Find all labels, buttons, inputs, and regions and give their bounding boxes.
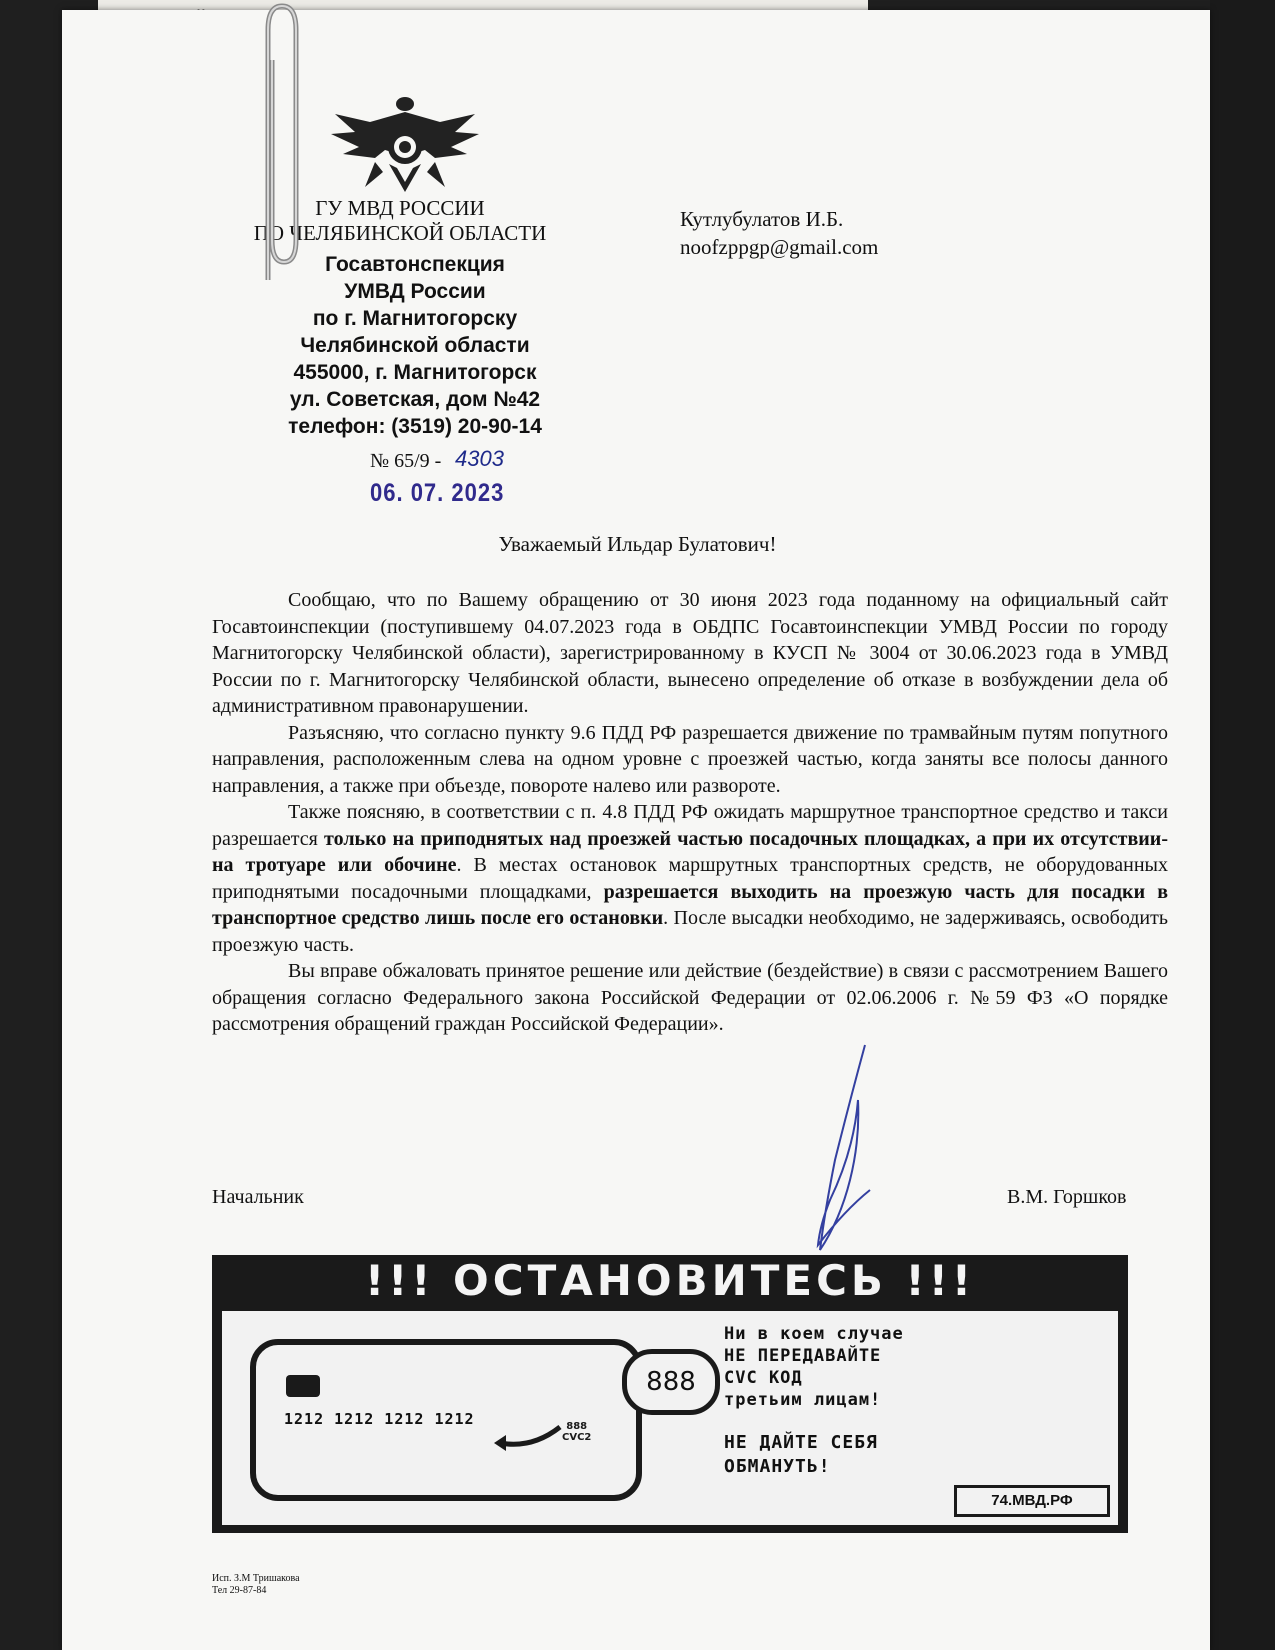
- warning-text: [724, 1323, 904, 1411]
- handwritten-signature: [790, 1040, 900, 1260]
- date-stamp: 06. 07. 2023: [370, 478, 505, 507]
- cvc-code-bubble: 888: [622, 1349, 720, 1415]
- double-headed-eagle-emblem-icon: [325, 92, 485, 202]
- dept-line: по г. Магнитогорску: [312, 307, 518, 330]
- dept-line: 455000, г. Магнитогорск: [293, 361, 537, 384]
- executor-name: Исп. З.М Тришакова: [212, 1573, 300, 1584]
- cvc-small-value: 888: [566, 1421, 588, 1432]
- letter-body: [212, 587, 1168, 1038]
- dept-line: ул. Советская, дом №42: [289, 388, 541, 411]
- warning-line: НЕ ПЕРЕДАВАЙТЕ: [724, 1346, 882, 1366]
- warning-line: третьим лицам!: [724, 1390, 882, 1410]
- registration-number-prefix: № 65/9 -: [370, 450, 442, 472]
- signatory-title: Начальник: [212, 1186, 304, 1208]
- scan-edge: [1210, 0, 1275, 1650]
- warning2-line: ОБМАНУТЬ!: [724, 1456, 831, 1477]
- recipient-name: Кутлубулатов И.Б.: [680, 207, 844, 231]
- warning-line: CVC КОД: [724, 1368, 803, 1388]
- p3-text-c: . В местах остановок маршрутных транспортных средств, не оборудованных приподнятыми посадочными площадками,: [212, 854, 1168, 903]
- p3-text-e: . После высадки необходимо, не задерживаясь, освободить проезжую часть.: [212, 907, 1168, 956]
- dept-line: Челябинской области: [300, 334, 530, 357]
- executor-phone: Тел 29-87-84: [212, 1585, 267, 1596]
- p3-text-a: Также поясняю, в соответствии с п. 4.8 ПДД РФ ожидать маршрутное транспортное средство и такси разрешается: [212, 801, 1168, 850]
- executor-info: [212, 1573, 300, 1597]
- cvc-small-label: [562, 1421, 591, 1443]
- bank-card-illustration: [250, 1339, 642, 1501]
- dept-line: УМВД России: [344, 280, 486, 303]
- body-paragraph-1: Сообщаю, что по Вашему обращению от 30 июня 2023 года поданному на официальный сайт Госавтоинспекции (поступившему 04.07.2023 года в ОБДПС Госавтоинспекции УМВД России по городу Магнитогорску Челябинской области), зарегистрированному в КУСП № 3004 от 30.06.2023 года в УМВД России по г. Магнитогорску Челябинской области, вынесено определение об отказе в возбуждении дела об административном правонарушении.: [212, 589, 1168, 717]
- dept-line: телефон: (3519) 20-90-14: [288, 415, 542, 438]
- greeting: Уважаемый Ильдар Булатович!: [498, 532, 777, 556]
- cvc-small-caption: CVC2: [562, 1432, 592, 1443]
- warning-line: Ни в коем случае: [724, 1324, 904, 1344]
- dept-line: Госавтонспекция: [325, 253, 505, 276]
- body-paragraph-3: [212, 799, 1168, 958]
- warning2-line: НЕ ДАЙТЕ СЕБЯ: [724, 1432, 878, 1453]
- paperclip-icon: [250, 0, 310, 290]
- curved-arrow-icon: [492, 1423, 562, 1453]
- signatory-name: В.М. Горшков: [1007, 1186, 1127, 1208]
- ministry-line-1: ГУ МВД РОССИИ: [315, 196, 485, 220]
- fraud-warning-banner: [212, 1255, 1128, 1533]
- body-paragraph-2: Разъясняю, что согласно пункту 9.6 ПДД РФ разрешается движение по трамвайным путям попутного направления, расположенным слева на одном уровне с проезжей частью, когда заняты все полосы данного направления, а также при объезде, повороте налево или развороте.: [212, 721, 1168, 797]
- recipient-email: noofzppgp@gmail.com: [680, 235, 879, 259]
- banner-inner: [222, 1311, 1118, 1525]
- p3-bold-b: только на приподнятых над проезжей частью посадочных площадках, а при их отсутствии- на тротуаре или обочине: [212, 827, 1168, 876]
- ministry-line-2: ПО ЧЕЛЯБИНСКОЙ ОБЛАСТИ: [253, 221, 547, 245]
- site-link: 74.МВД.РФ: [954, 1485, 1110, 1517]
- recipient-block: [680, 205, 878, 261]
- card-chip-icon: [286, 1375, 320, 1397]
- registration-number-handwritten: 4303: [455, 446, 504, 471]
- banner-headline: !!! ОСТАНОВИТЕСЬ !!!: [364, 1256, 976, 1305]
- warning-text-2: [724, 1431, 878, 1479]
- p3-bold-d: разрешается выходить на проезжую часть для посадки в транспортное средство лишь после его остановки: [212, 880, 1168, 929]
- body-paragraph-4: Вы вправе обжаловать принятое решение или действие (бездействие) в связи с рассмотрением Вашего обращения согласно Федерального закона Российской Федерации от 02.06.2006 г. №59 ФЗ «О порядке рассмотрения обращений граждан Российской Федерации».: [212, 960, 1168, 1035]
- card-number: 1212 1212 1212 1212: [284, 1410, 475, 1428]
